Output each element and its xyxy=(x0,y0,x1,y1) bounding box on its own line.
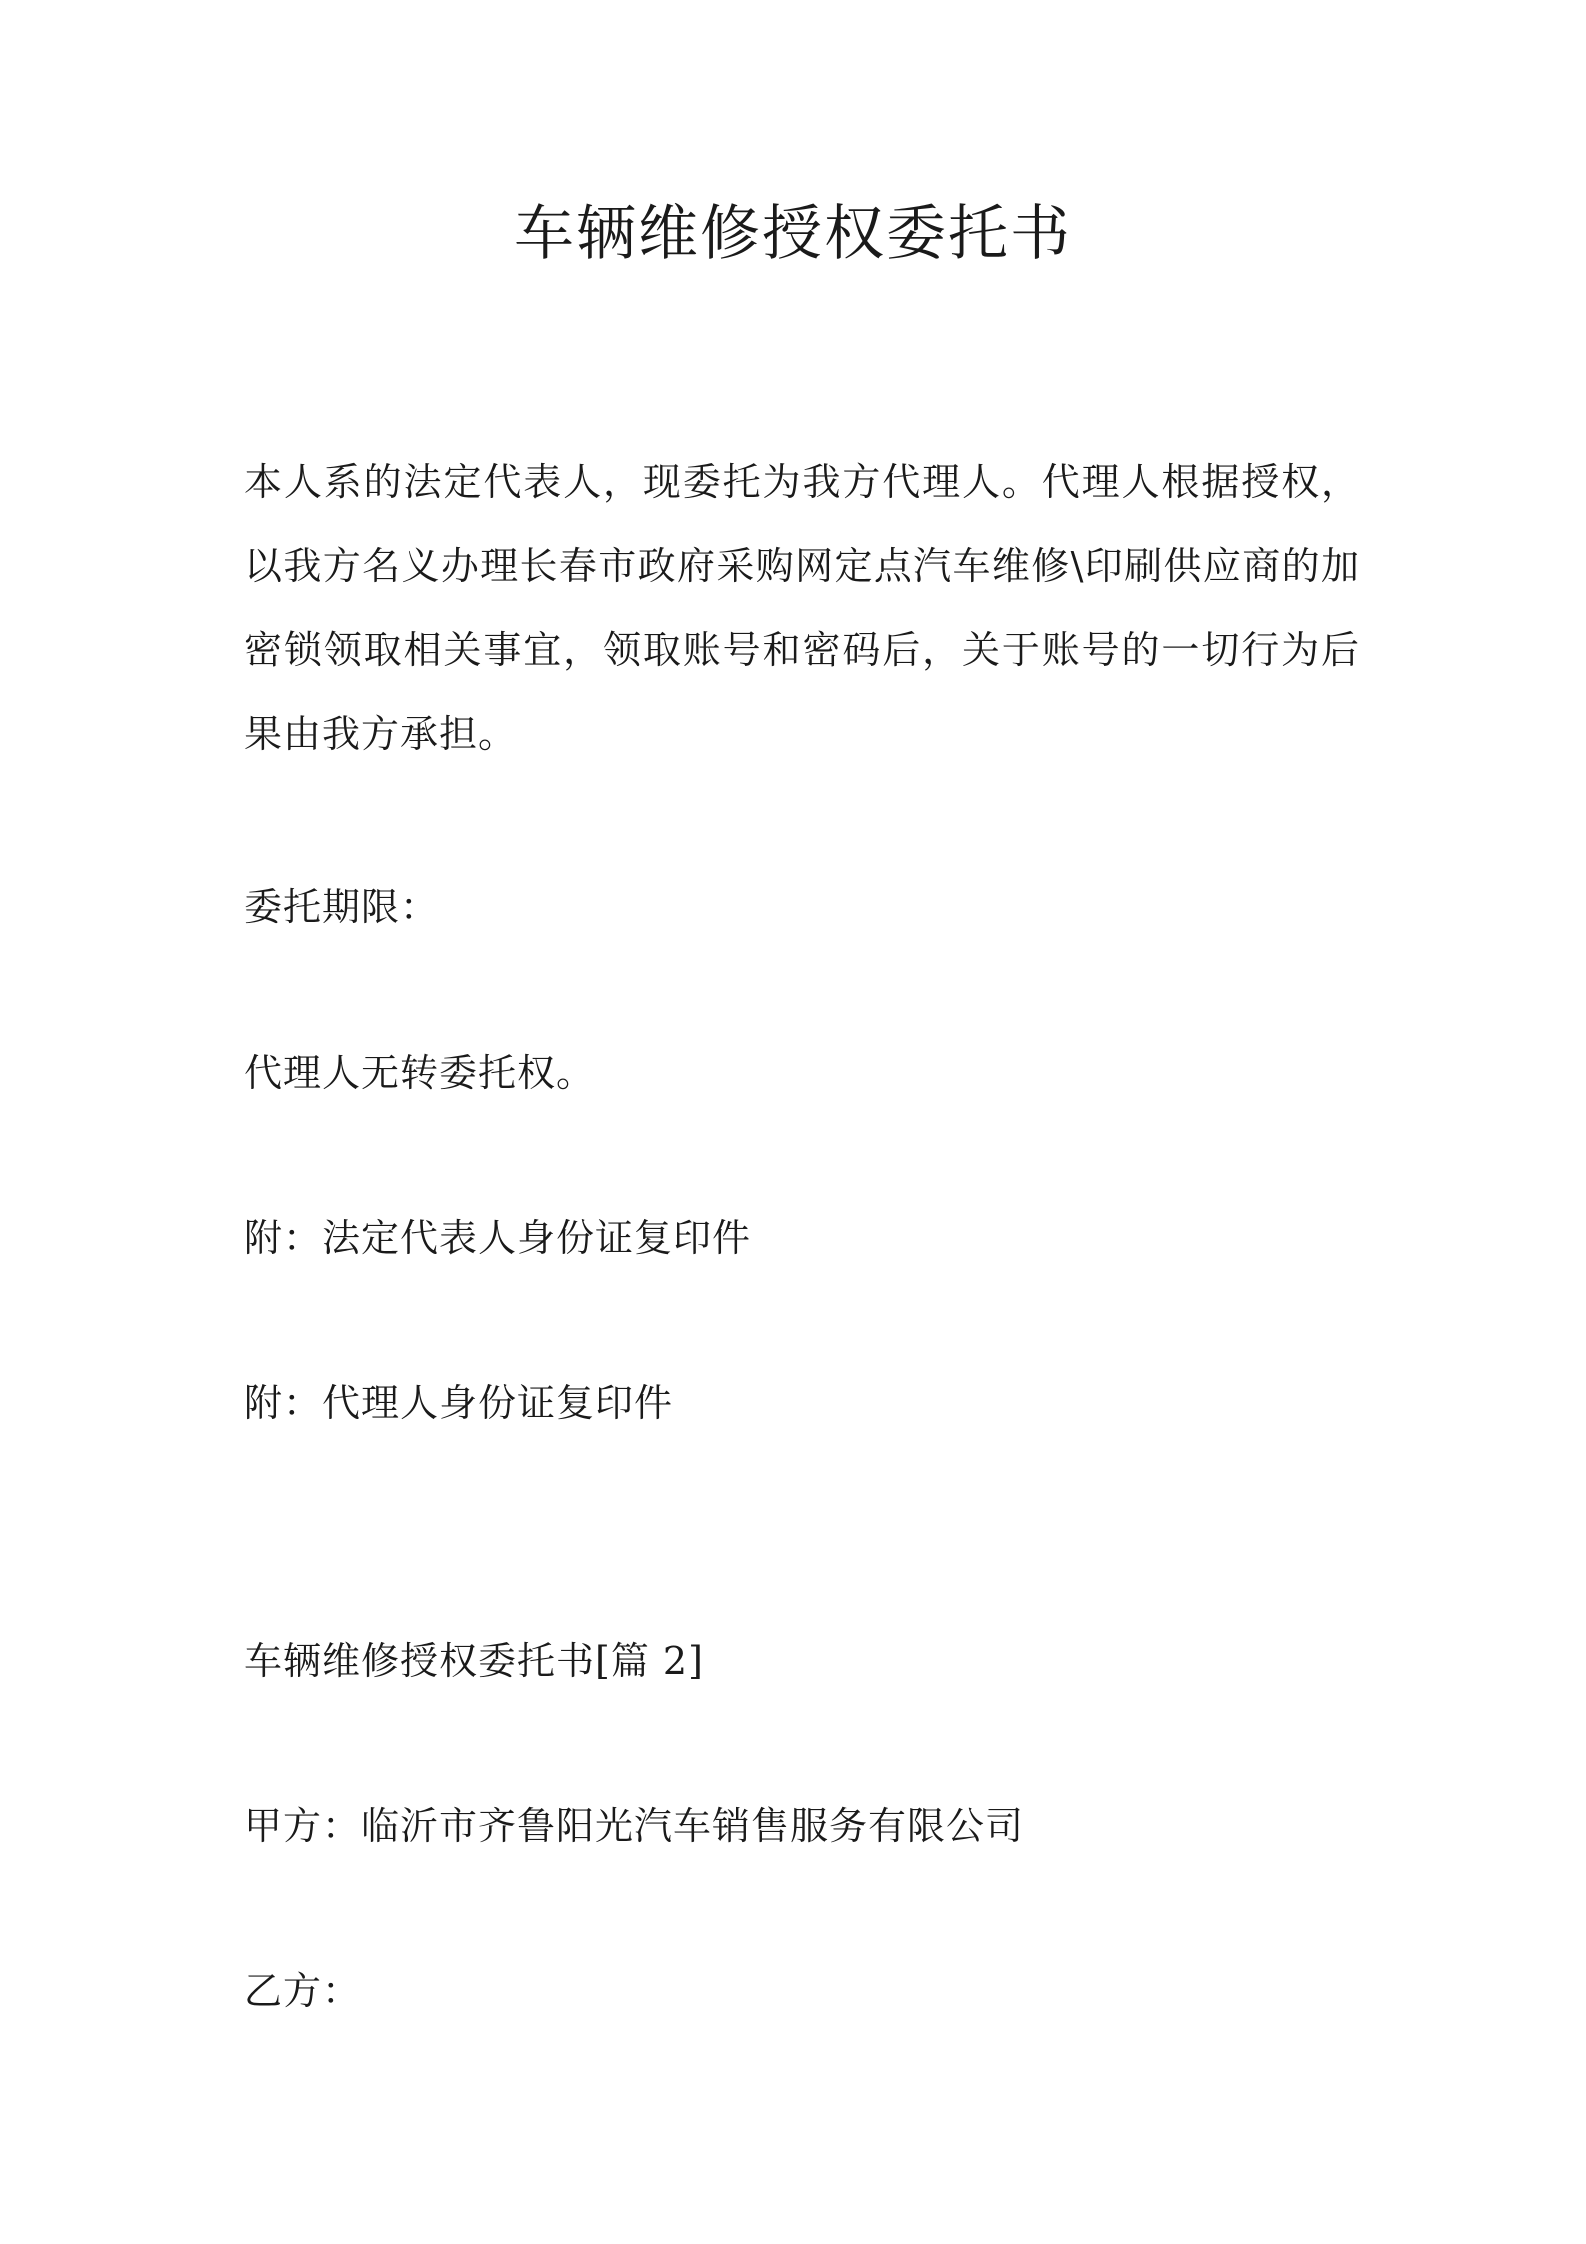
party-b-line: 乙方： xyxy=(244,1969,362,2013)
party-a-line: 甲方：临沂市齐鲁阳光汽车销售服务有限公司 xyxy=(244,1804,1025,1848)
section-2-title: 车辆维修授权委托书[篇 2] xyxy=(244,1639,704,1683)
entrust-period-line: 委托期限： xyxy=(244,885,440,929)
no-sub-entrust-line: 代理人无转委托权。 xyxy=(244,1051,596,1095)
attachment-legal-rep-id: 附：法定代表人身份证复印件 xyxy=(244,1216,752,1260)
attachment-agent-id: 附：代理人身份证复印件 xyxy=(244,1381,674,1425)
document-title: 车辆维修授权委托书 xyxy=(514,199,1072,269)
authorization-paragraph: 本人系的法定代表人，现委托为我方代理人。代理人根据授权，以我方名义办理长春市政府采购网定点汽车维修\印刷供应商的加密锁领取相关事宜，领取账号和密码后，关于账号的一切行为后果由我方承担。 xyxy=(244,460,1360,756)
